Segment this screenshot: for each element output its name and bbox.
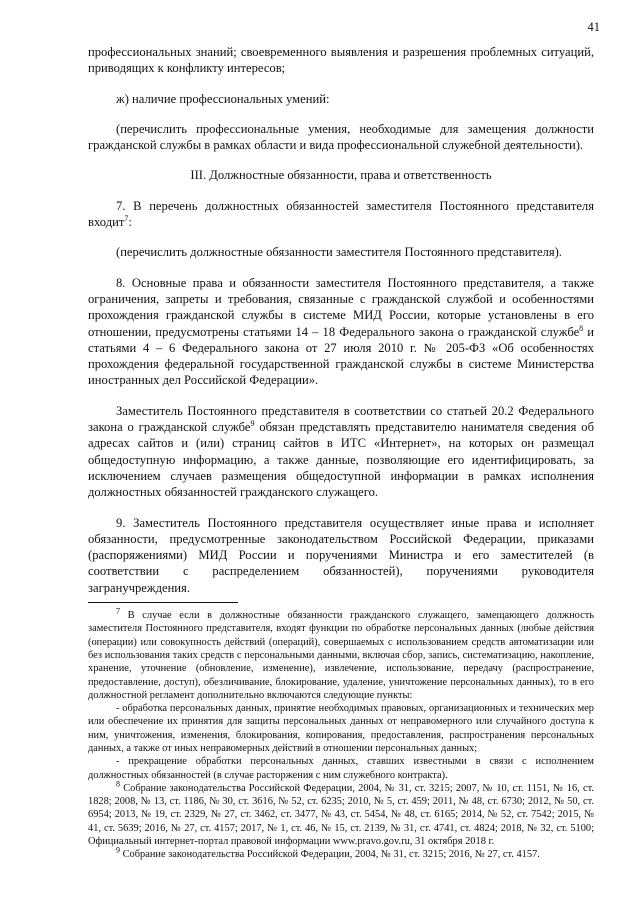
footnote-list-item: - обработка персональных данных, принятие необходимых правовых, организационных и технических мер или обеспечение их принятия для защиты персональных данных от неправомерного или случайного доступа к ним, уничтожения, изменения, блокирования, копирования, предоставления, распространения персональных данных, а также от иных неправомерных действий в отношении персональных данных; xyxy=(88,703,594,754)
footnote-ref: 9 xyxy=(250,418,255,428)
footnote-list-item: - прекращение обработки персональных данных, ставших известными в связи с исполнением должностных обязанностей (в случае расторжения с ним служебного контракта). xyxy=(88,756,594,781)
footnote-text: В случае если в должностные обязанности гражданского служащего, замещающего должность заместителя Постоянного представителя, входят функции по обработке персональных данных (любые действия (операции) или совокупность действий (операций), совершаемых с использованием средств автоматизации или без использования таких средств с персональными данными, включая сбор, запись, систематизацию, накопление, хранение, уточнение (обновление, изменение), извлечение, использование, передачу (распространение, предоставление, доступ), обезличивание, блокирование, удаление, уничтожение персональных данных), то в его должностной регламент дополнительно включаются следующие пункты: xyxy=(88,610,594,701)
document-body xyxy=(88,44,594,862)
footnote-mark: 7 xyxy=(116,606,120,616)
footnote-separator xyxy=(88,602,238,603)
paragraph-text: 7. В перечень должностных обязанностей заместителя Постоянного представителя входит xyxy=(88,198,594,230)
paragraph-text: 8. Основные права и обязанности заместителя Постоянного представителя, а также ограничения, запреты и требования, связанные с гражданской службой и особенностями прохождения гражданской службы в системе МИД России, которые установлены в его отношении, предусмотрены статьями 14 – 18 Федерального закона о гражданской службе xyxy=(88,275,594,339)
paragraph xyxy=(88,198,594,231)
paragraph: (перечислить профессиональные умения, необходимые для замещения должности гражданской службы в рамках области и вида профессиональной служебной деятельности). xyxy=(88,121,594,153)
footnote-text: Собрание законодательства Российской Федерации, 2004, № 31, ст. 3215; 2007, № 10, ст. 1151, № 16, ст. 1828; 2008, № 13, ст. 1186, № 30, ст. 3616, № 52, ст. 6235; 2010, № 5, ст. 459; 2011, № 48, ст. 6730; 2012, № 50, ст. 6954; 2013, № 19, ст. 2329, № 27, ст. 3462, ст. 3477, № 43, ст. 5454, № 48, ст. 6165; 2014, № 52, ст. 7542; 2015, № 41, ст. 5639; 2016, № 27, ст. 4157; 2017, № 1, ст. 46, № 15, ст. 2139, № 31, ст. 4741, ст. 4824; 2018, № 32, ст. 5100; Официальный интернет-портал правовой информации www.pravo.gov.ru, 31 октября 2018 г. xyxy=(88,782,594,848)
footnote xyxy=(88,606,594,702)
footnote-ref: 7 xyxy=(124,213,129,223)
paragraph xyxy=(88,403,594,501)
paragraph: (перечислить должностные обязанности заместителя Постоянного представителя). xyxy=(116,245,562,260)
footnote xyxy=(88,845,594,861)
footnote-ref: 8 xyxy=(579,323,584,333)
paragraph: ж) наличие профессиональных умений: xyxy=(116,91,330,106)
paragraph: профессиональных знаний; своевременного выявления и разрешения проблемных ситуаций, приводящих к конфликту интересов; xyxy=(88,45,594,76)
paragraph-text: : xyxy=(128,215,132,230)
footnote-mark: 8 xyxy=(116,779,120,789)
section-heading: III. Должностные обязанности, права и ответственность xyxy=(190,168,492,183)
page-number: 41 xyxy=(587,20,600,34)
footnote-text: Собрание законодательства Российской Федерации, 2004, № 31, ст. 3215; 2016, № 27, ст. 4157. xyxy=(120,849,540,861)
paragraph-text: обязан представлять представителю нанимателя сведения об адресах сайтов и (или) страниц сайтов в ИТС «Интернет», на которых он размещал общедоступную информацию, а также данные, позволяющие его идентифицировать, за исключением случаев размещения общедоступной информации в рамках исполнения должностных обязанностей гражданского служащего. xyxy=(88,420,594,500)
paragraph-text: Заместитель Постоянного представителя в соответствии со статьей 20.2 Федерального закона о гражданской службе xyxy=(88,403,594,435)
paragraph-text: и статьями 4 – 6 Федерального закона от 27 июля 2010 г. № 205-ФЗ «Об особенностях прохождения федеральной государственной гражданской службы в системе Министерства иностранных дел Российской Федерации». xyxy=(88,324,594,388)
footnotes xyxy=(88,606,594,862)
paragraph: 9. Заместитель Постоянного представителя осуществляет иные права и исполняет обязанности, предусмотренные законодательством Российской Федерации, приказами (распоряжениями) МИД России и поручениями Министра и его заместителей (в соответствии с распределением обязанностей), поручениями руководителя загранучреждения. xyxy=(88,515,594,595)
paragraph xyxy=(88,275,594,389)
footnote xyxy=(88,779,594,848)
footnote-mark: 9 xyxy=(116,845,120,855)
